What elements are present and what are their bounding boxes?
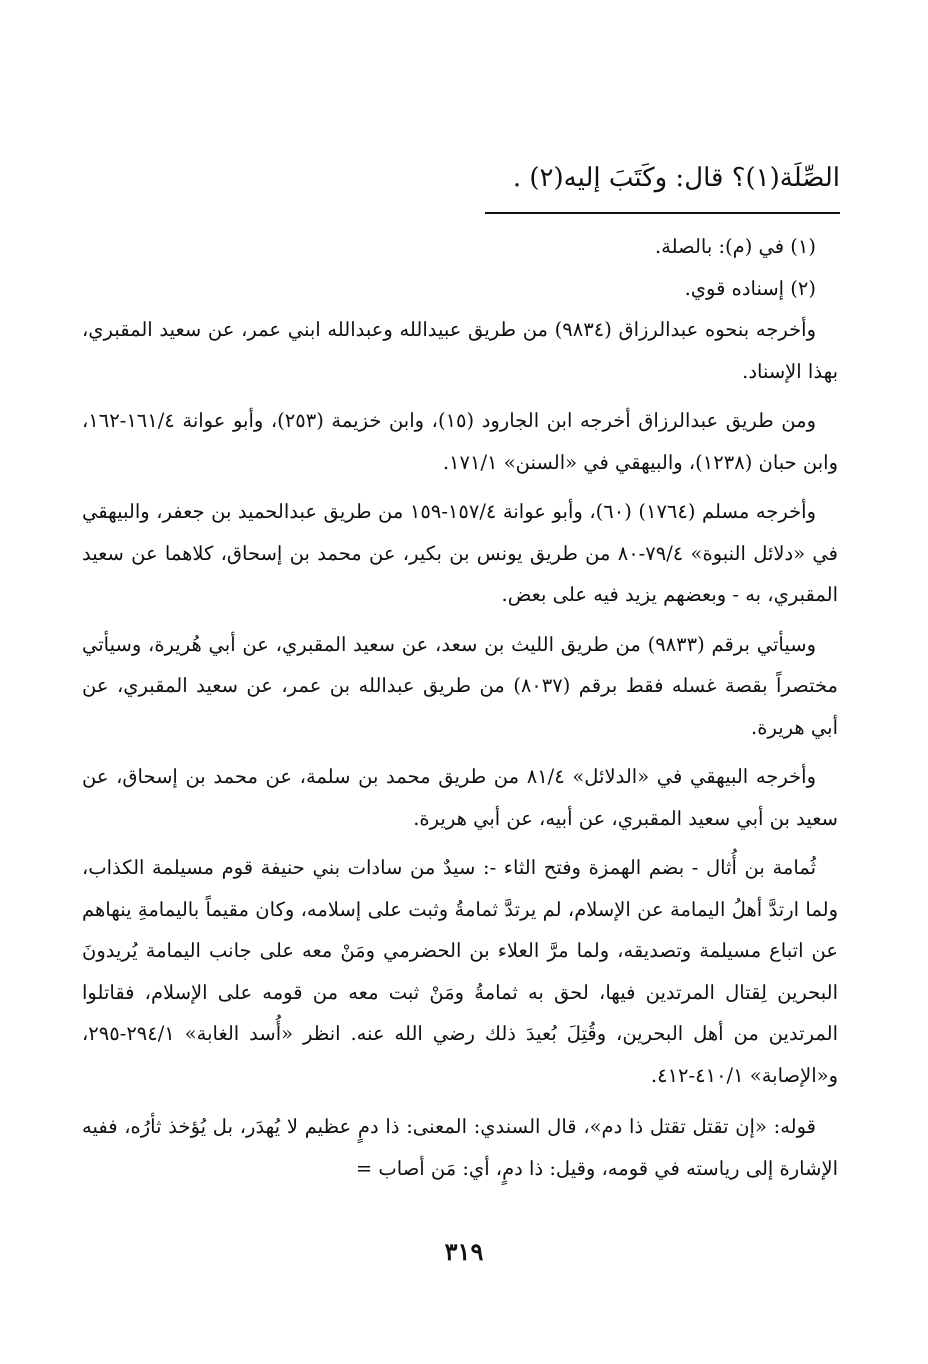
footnote-paragraph: وسيأتي برقم (٩٨٣٣) من طريق الليث بن سعد، عن سعيد المقبري، عن أبي هُريرة، وسيأتي مختصراً بقصة غسله فقط برقم (٨٠٣٧) من طريق عبدالله بن عمر، عن سعيد المقبري، عن أبي هريرة. [82,632,838,739]
footnote-separator [485,212,840,214]
footnote-paragraph: ثُمامة بن أُثال - بضم الهمزة وفتح الثاء -: سيدٌ من سادات بني حنيفة قوم مسيلمة الكذاب، ولما ارتدَّ أهلُ اليمامة عن الإسلام، لم يرتدَّ ثمامةُ وثبت على إسلامه، وكان مقيماً باليمامةِ ينهاهم عن اتباع مسيلمة وتصديقه، ولما مرَّ العلاء بن الحضرمي ومَنْ معه على جانب اليمامة يُريدونَ البحرين لِقتال المرتدين فيها، لحق به ثمامةُ ومَنْ ثبت معه من قومه على الإسلام، فقاتلوا المرتدين من أهل البحرين، وقُتِلَ بُعيدَ ذلك رضي الله عنه. انظر «أُسد الغابة» ٢٩٤/١-٢٩٥، و«الإصابة» ٤١٠/١-٤١٢. [82,856,838,1087]
footnote-2: (٢) إسناده قوي. [684,276,816,300]
footnote-paragraph: وأخرجه بنحوه عبدالرزاق (٩٨٣٤) من طريق عبيدالله وعبدالله ابني عمر، عن سعيد المقبري، بهذا الإسناد. [82,318,838,383]
page-number: ٣١٩ [444,1237,484,1266]
footnotes-section [82,226,838,1197]
footnote-paragraph: وأخرجه مسلم (١٧٦٤) (٦٠)، وأبو عوانة ١٥٧/٤-١٥٩ من طريق عبدالحميد بن جعفر، والبيهقي في «دلائل النبوة» ٧٩/٤-٨٠ من طريق يونس بن بكير، عن محمد بن إسحاق، كلاهما عن سعيد المقبري، به - وبعضهم يزيد فيه على بعض. [82,500,838,606]
footnote-paragraph: قوله: «إن تقتل تقتل ذا دم»، قال السندي: المعنى: ذا دمٍ عظيم لا يُهدَر، بل يُؤخذ ثأرُه، ففيه الإشارة إلى رياسته في قومه، وقيل: ذا دمٍ، أي: مَن أصاب = [82,1115,838,1180]
footnote-paragraph: وأخرجه البيهقي في «الدلائل» ٨١/٤ من طريق محمد بن سلمة، عن محمد بن إسحاق، عن سعيد بن أبي سعيد المقبري، عن أبيه، عن أبي هريرة. [82,765,838,830]
footnote-1: (١) في (م): بالصلة. [654,235,816,258]
footnote-paragraph: ومن طريق عبدالرزاق أخرجه ابن الجارود (١٥)، وابن خزيمة (٢٥٣)، وأبو عوانة ١٦١/٤-١٦٢، وابن حبان (١٢٣٨)، والبيهقي في «السنن» ١٧١/١. [82,409,838,474]
main-text-line: الصِّلَة(١)؟ قال: وكَتَبَ إليه(٢) . [512,163,840,193]
